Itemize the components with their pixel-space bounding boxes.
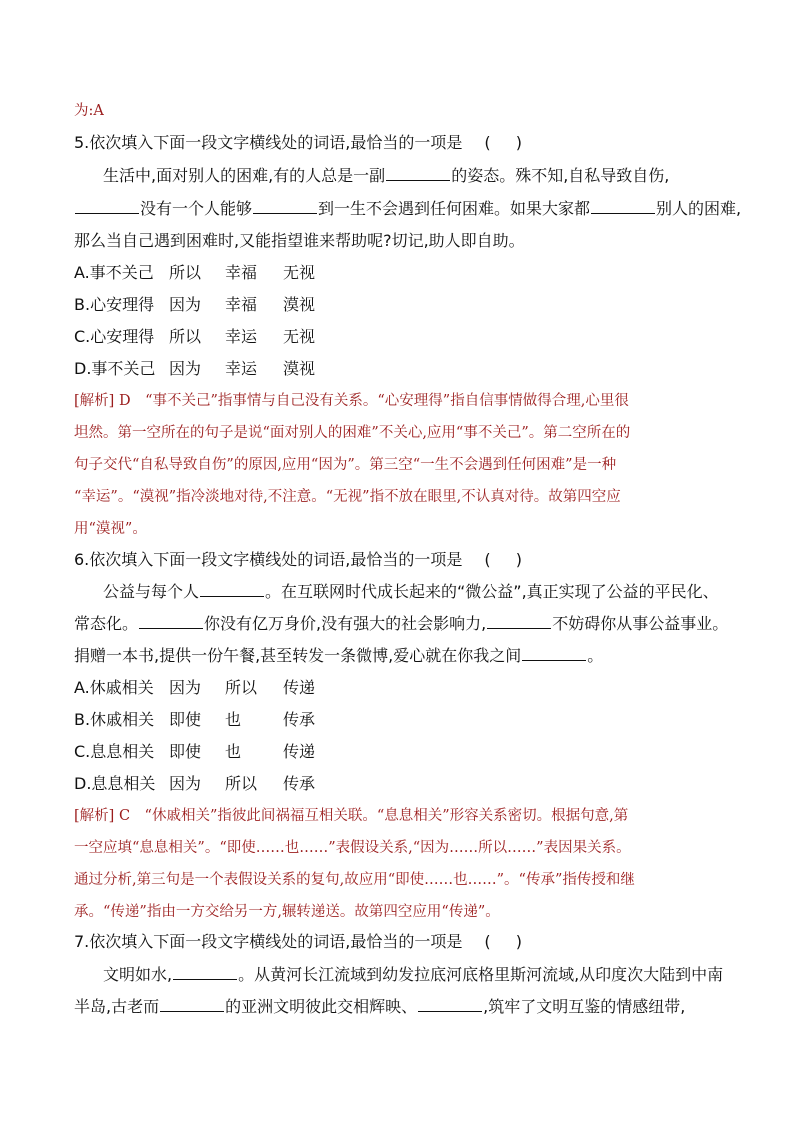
question-6-option-a [74, 678, 724, 698]
fill-blank [487, 614, 551, 629]
option-word: 心安理得 [90, 295, 155, 314]
question-7-number: 7. [74, 932, 90, 951]
previous-answer-tail: 为:A [74, 103, 104, 119]
fill-blank [591, 199, 655, 214]
option-word: 漠视 [283, 359, 316, 378]
option-label: D. [74, 359, 92, 378]
option-word: 心安理得 [90, 327, 155, 346]
option-word: 息息相关 [90, 742, 155, 761]
passage-text: 常态化。 [74, 614, 139, 633]
question-5-option-a [74, 263, 724, 283]
passage-text: 。在互联网时代成长起来的“微公益”,真正实现了公益的平民化、 [265, 582, 719, 601]
option-label: A. [74, 263, 90, 282]
question-6-analysis-line-1 [74, 806, 724, 826]
question-7-stem [74, 932, 724, 952]
question-5-analysis-line-5: 用“漠视”。 [74, 521, 147, 537]
option-word: 休戚相关 [89, 678, 154, 697]
question-7-text: 依次填入下面一段文字横线处的词语,最恰当的一项是 [89, 932, 463, 951]
fill-blank [75, 199, 139, 214]
fill-blank [139, 614, 203, 629]
option-word: 幸福 [225, 263, 258, 282]
option-word: 所以 [169, 327, 202, 346]
question-5-passage-line-2 [74, 199, 742, 219]
option-word: 事不关己 [89, 263, 154, 282]
question-7-passage-line-1 [103, 965, 753, 985]
option-word: 传承 [283, 710, 316, 729]
passage-text: 。 [587, 646, 604, 665]
option-word: 所以 [225, 774, 258, 793]
option-label: A. [74, 678, 90, 697]
option-word: 传递 [283, 678, 316, 697]
passage-text: 捐赠一本书,提供一份午餐,甚至转发一条微博,爱心就在你我之间 [74, 646, 522, 665]
question-5-passage-line-1 [103, 166, 753, 186]
passage-text: 公益与每个人 [103, 582, 200, 601]
question-6-option-c [74, 742, 724, 762]
option-word: 因为 [169, 295, 202, 314]
option-word: 所以 [169, 263, 202, 282]
question-5-stem [74, 133, 724, 153]
option-word: 传递 [283, 742, 316, 761]
passage-text: 不妨碍你从事公益事业。 [552, 614, 729, 633]
question-6-analysis-line-3: 通过分析,第三句是一个表假设关系的复句,故应用“即使……也……”。“传承”指传授和继 [74, 872, 635, 888]
passage-text: 文明如水, [103, 965, 173, 984]
option-word: 也 [225, 710, 242, 729]
question-6-option-d [74, 774, 724, 794]
passage-text: 的亚洲文明彼此交相辉映、 [225, 997, 418, 1016]
option-label: B. [74, 710, 91, 729]
question-5-number: 5. [74, 133, 90, 152]
option-word: 休戚相关 [90, 710, 155, 729]
passage-text: 到一生不会遇到任何困难。如果大家都 [318, 199, 591, 218]
question-5-answer-paren: ( ) [484, 133, 532, 152]
question-5-option-b [74, 295, 724, 315]
option-word: 即使 [169, 710, 202, 729]
question-6-number: 6. [74, 550, 90, 569]
passage-text: ,筑牢了文明互鉴的情感纽带, [483, 997, 686, 1016]
fill-blank [253, 199, 317, 214]
passage-text: 别人的困难, [656, 199, 742, 218]
question-5-option-c [74, 327, 724, 347]
option-word: 即使 [169, 742, 202, 761]
passage-text: 。从黄河长江流域到幼发拉底河底格里斯河流域,从印度次大陆到中南 [238, 965, 724, 984]
passage-text: 生活中,面对别人的困难,有的人总是一副 [103, 166, 386, 185]
option-label: C. [74, 327, 91, 346]
question-6-option-b [74, 710, 724, 730]
question-5-analysis-line-1 [74, 391, 724, 411]
fill-blank [522, 646, 586, 661]
question-7-answer-paren: ( ) [484, 932, 532, 951]
analysis-tag: [解析] [74, 393, 115, 409]
option-word: 无视 [283, 263, 316, 282]
analysis-text: D “事不关己”指事情与自己没有关系。“心安理得”指自信事情做得合理,心里很 [118, 393, 629, 409]
fill-blank [173, 965, 237, 980]
analysis-text: C “休戚相关”指彼此间祸福互相关联。“息息相关”形容关系密切。根据句意,第 [118, 808, 629, 824]
question-6-text: 依次填入下面一段文字横线处的词语,最恰当的一项是 [89, 550, 463, 569]
analysis-tag: [解析] [74, 808, 115, 824]
option-word: 传承 [283, 774, 316, 793]
option-label: B. [74, 295, 91, 314]
question-6-passage-line-1 [103, 582, 753, 602]
question-6-analysis-line-2: 一空应填“息息相关”。“即使……也……”表假设关系,“因为……所以……”表因果关系。 [74, 840, 631, 856]
question-6-passage-line-2 [74, 614, 729, 634]
option-word: 漠视 [283, 295, 316, 314]
option-label: D. [74, 774, 92, 793]
option-word: 所以 [225, 678, 258, 697]
fill-blank [160, 997, 224, 1012]
option-label: C. [74, 742, 91, 761]
option-word: 幸运 [225, 359, 258, 378]
question-6-passage-line-3 [74, 646, 724, 666]
passage-text: 的姿态。殊不知,自私导致自伤, [451, 166, 670, 185]
option-word: 也 [225, 742, 242, 761]
option-word: 幸运 [225, 327, 258, 346]
option-word: 息息相关 [91, 774, 156, 793]
option-word: 幸福 [225, 295, 258, 314]
fill-blank [200, 582, 264, 597]
question-6-answer-paren: ( ) [484, 550, 532, 569]
question-5-text: 依次填入下面一段文字横线处的词语,最恰当的一项是 [89, 133, 463, 152]
question-6-analysis-line-4: 承。“传递”指由一方交给另一方,辗转递送。故第四空应用“传递”。 [74, 904, 500, 920]
fill-blank [386, 166, 450, 181]
option-word: 因为 [169, 774, 202, 793]
passage-text: 没有一个人能够 [140, 199, 253, 218]
option-word: 无视 [283, 327, 316, 346]
option-word: 因为 [169, 678, 202, 697]
question-5-analysis-line-3: 句子交代“自私导致自伤”的原因,应用“因为”。第三空“一生不会遇到任何困难”是一种 [74, 457, 617, 473]
passage-text: 半岛,古老而 [74, 997, 160, 1016]
option-word: 事不关己 [91, 359, 156, 378]
question-5-analysis-line-4: “幸运”。“漠视”指冷淡地对待,不注意。“无视”指不放在眼里,不认真对待。故第四空应 [74, 489, 621, 505]
question-5-analysis-line-2: 坦然。第一空所在的句子是说“面对别人的困难”不关心,应用“事不关己”。第二空所在的 [74, 425, 631, 441]
question-5-passage-line-3: 那么当自己遇到困难时,又能指望谁来帮助呢?切记,助人即自助。 [74, 231, 525, 250]
question-5-option-d [74, 359, 724, 379]
passage-text: 你没有亿万身价,没有强大的社会影响力, [204, 614, 487, 633]
question-6-stem [74, 550, 724, 570]
question-7-passage-line-2 [74, 997, 724, 1017]
fill-blank [418, 997, 482, 1012]
option-word: 因为 [169, 359, 202, 378]
